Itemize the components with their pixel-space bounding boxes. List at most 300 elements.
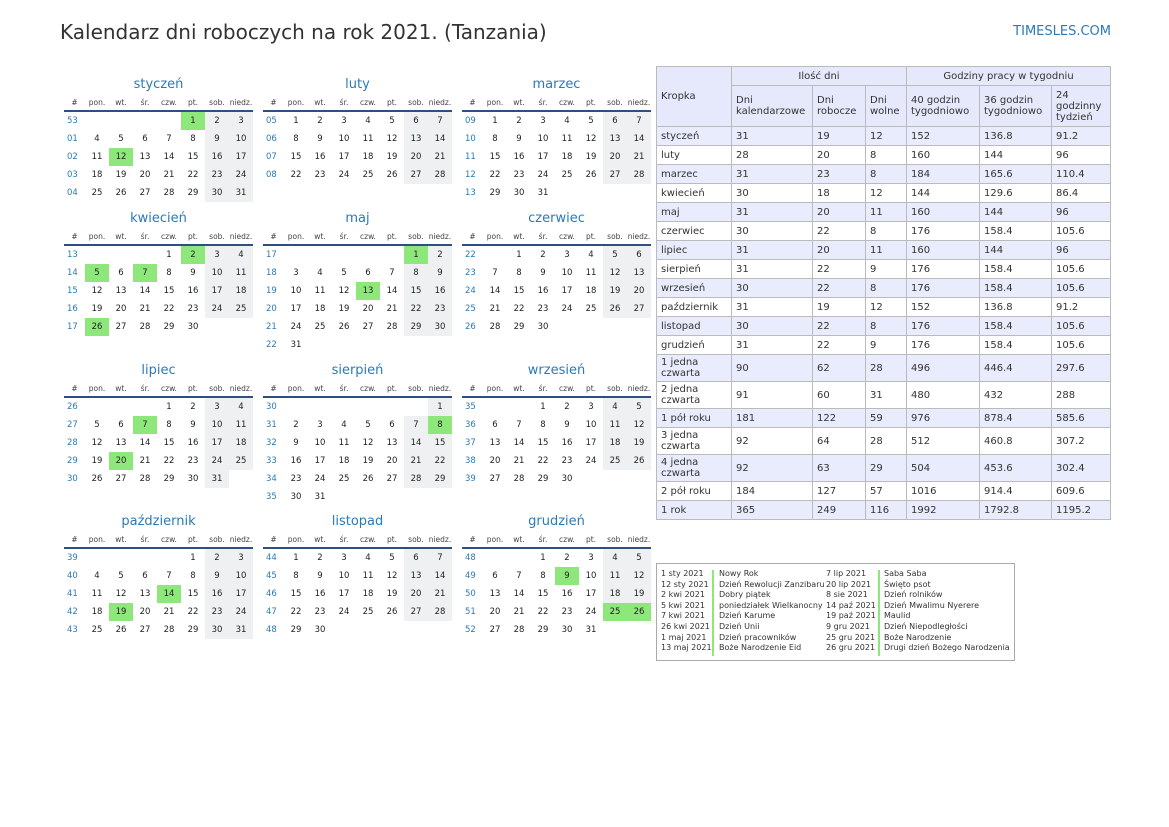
weekday-header: sob. (205, 381, 229, 397)
empty-cell (507, 397, 531, 416)
day-cell: 4 (229, 397, 253, 416)
empty-cell (627, 318, 651, 336)
day-cell: 6 (142, 571, 148, 581)
stats-cell: 30 (732, 184, 813, 203)
day-cell: 13 (386, 438, 398, 448)
day-cell: 28 (513, 625, 525, 635)
day-cell: 28 (386, 322, 398, 332)
day-cell: 7 (627, 111, 651, 130)
stats-cell: 152 (907, 298, 980, 317)
day-cell: 31 (229, 184, 253, 202)
day-cell: 5 (85, 264, 109, 282)
day-cell: 21 (489, 304, 501, 314)
page-title: Kalendarz dni roboczych na rok 2021. (Tanzania) (60, 20, 547, 44)
day-cell: 10 (229, 130, 253, 148)
day-cell: 11 (561, 134, 573, 144)
empty-cell (133, 548, 157, 567)
stats-cell: 20 (813, 146, 866, 165)
empty-cell (404, 336, 428, 354)
day-cell: 20 (362, 304, 374, 314)
day-cell: 19 (338, 304, 350, 314)
weekday-header: czw. (356, 229, 380, 245)
day-cell: 11 (229, 416, 253, 434)
weekday-header: niedz. (428, 95, 452, 111)
stats-row (657, 482, 1111, 501)
day-cell: 7 (516, 420, 522, 430)
day-cell: 4 (317, 268, 323, 278)
week-number: 37 (465, 438, 476, 448)
day-cell: 15 (537, 438, 549, 448)
stats-cell: 976 (907, 409, 980, 428)
holiday-date: 19 paź 2021 (826, 611, 876, 621)
month-wrzesień (462, 361, 651, 488)
weekday-header: śr. (531, 381, 555, 397)
holiday-date: 1 sty 2021 (661, 569, 704, 578)
day-cell: 27 (115, 322, 127, 332)
stats-cell: 152 (907, 127, 980, 146)
day-cell: 11 (91, 589, 103, 599)
day-cell: 2 (317, 116, 323, 126)
weekday-header: wt. (308, 229, 332, 245)
day-cell: 25 (91, 625, 103, 635)
stats-cell: 22 (813, 260, 866, 279)
day-cell: 8 (190, 571, 196, 581)
day-cell: 15 (428, 434, 452, 452)
day-cell: 12 (627, 567, 651, 585)
day-cell: 24 (229, 603, 253, 621)
day-cell: 2 (293, 420, 299, 430)
stats-cell: 1 rok (657, 501, 732, 520)
day-cell: 9 (516, 134, 522, 144)
empty-cell (133, 111, 157, 130)
stats-cell: 297.6 (1052, 355, 1111, 382)
day-cell: 19 (627, 434, 651, 452)
week-number: 44 (266, 553, 277, 563)
weekday-header: sob. (205, 95, 229, 111)
holiday-date: 2 kwi 2021 (661, 590, 705, 600)
day-cell: 12 (585, 134, 597, 144)
empty-cell (85, 111, 109, 130)
stats-cell: październik (657, 298, 732, 317)
day-cell: 11 (362, 134, 374, 144)
stats-cell: 12 (866, 298, 907, 317)
stats-cell: listopad (657, 317, 732, 336)
weekday-header: pt. (181, 229, 205, 245)
empty-cell (308, 336, 332, 354)
day-cell: 21 (428, 585, 452, 603)
stats-cell: 9 (866, 336, 907, 355)
weekday-header: sob. (205, 532, 229, 548)
day-cell: 17 (290, 304, 302, 314)
empty-cell (85, 245, 109, 264)
stats-row (657, 184, 1111, 203)
empty-cell (555, 184, 579, 202)
empty-cell (627, 621, 651, 639)
stats-row (657, 241, 1111, 260)
day-cell: 25 (229, 452, 253, 470)
day-cell: 31 (229, 621, 253, 639)
empty-cell (428, 621, 452, 639)
stats-cell: 144 (907, 184, 980, 203)
day-cell: 25 (229, 300, 253, 318)
day-cell: 25 (585, 304, 597, 314)
day-cell: 29 (537, 474, 549, 484)
stats-cell: 22 (813, 336, 866, 355)
day-cell: 17 (585, 589, 597, 599)
week-number: 39 (67, 553, 78, 563)
stats-cell: 91 (732, 382, 813, 409)
day-cell: 23 (561, 456, 573, 466)
stats-cell: 1 pół roku (657, 409, 732, 428)
day-cell: 22 (513, 304, 525, 314)
month-name: lipiec (141, 363, 176, 378)
weekday-header: pt. (380, 95, 404, 111)
day-cell: 16 (187, 286, 199, 296)
holiday-name: Dzień Mwalimu Nyerere (884, 600, 980, 610)
stats-cell: 96 (1052, 146, 1111, 165)
week-number: 38 (465, 456, 476, 466)
day-cell: 7 (428, 548, 452, 567)
weekday-header: # (462, 229, 483, 245)
empty-cell (332, 621, 356, 639)
stats-cell: 22 (813, 222, 866, 241)
day-cell: 24 (561, 304, 573, 314)
stats-cell: 31 (732, 298, 813, 317)
weekday-header: pon. (483, 381, 507, 397)
header-24h: 24 godzinny tydzień (1052, 86, 1111, 127)
header-hours: Godziny pracy w tygodniu (907, 67, 1111, 86)
empty-cell (308, 245, 332, 264)
day-cell: 28 (513, 474, 525, 484)
day-cell: 4 (94, 571, 100, 581)
empty-cell (483, 548, 507, 567)
stats-cell: 31 (732, 127, 813, 146)
weekday-header: śr. (531, 532, 555, 548)
day-cell: 24 (585, 607, 597, 617)
day-cell: 28 (139, 322, 151, 332)
day-cell: 6 (404, 548, 428, 567)
weekday-header: czw. (356, 381, 380, 397)
day-cell: 26 (386, 607, 398, 617)
day-cell: 10 (205, 264, 229, 282)
empty-cell (579, 470, 603, 488)
day-cell: 5 (603, 245, 627, 264)
week-number: 45 (266, 571, 277, 581)
stats-row (657, 298, 1111, 317)
day-cell: 17 (229, 148, 253, 166)
day-cell: 1 (540, 402, 546, 412)
week-number: 49 (465, 571, 476, 581)
day-cell: 24 (338, 170, 350, 180)
stats-cell: wrzesień (657, 279, 732, 298)
week-number: 20 (266, 304, 277, 314)
weekday-header: niedz. (428, 229, 452, 245)
day-cell: 29 (163, 474, 175, 484)
weekday-header: wt. (308, 95, 332, 111)
header-free-days: Dni wolne (866, 86, 907, 127)
day-cell: 26 (115, 625, 127, 635)
holiday-name: Boże Narodzenie (884, 632, 952, 642)
holiday-name: Dzień Unii (719, 621, 760, 631)
day-cell: 14 (513, 589, 525, 599)
weekday-header: śr. (332, 381, 356, 397)
day-cell: 8 (428, 416, 452, 434)
day-cell: 21 (404, 452, 428, 470)
week-number: 18 (266, 268, 277, 278)
weekday-header: pon. (85, 532, 109, 548)
weekday-header: śr. (531, 229, 555, 245)
holiday-date: 14 paź 2021 (826, 600, 876, 610)
month-name: styczeń (133, 77, 184, 92)
week-number: 02 (67, 152, 78, 162)
empty-cell (284, 397, 308, 416)
day-cell: 26 (85, 318, 109, 336)
stats-cell: 12 (866, 184, 907, 203)
stats-cell: 446.4 (980, 355, 1052, 382)
day-cell: 21 (513, 607, 525, 617)
day-cell: 22 (537, 456, 549, 466)
day-cell: 14 (428, 130, 452, 148)
day-cell: 13 (489, 438, 501, 448)
day-cell: 7 (516, 571, 522, 581)
day-cell: 4 (564, 116, 570, 126)
weekday-header: sob. (205, 229, 229, 245)
day-cell: 27 (386, 474, 398, 484)
holiday-date: 20 lip 2021 (826, 579, 872, 589)
day-cell: 3 (229, 548, 253, 567)
weekday-header: wt. (308, 532, 332, 548)
stats-cell: 23 (813, 165, 866, 184)
holiday-name: Dzień pracowników (719, 632, 797, 642)
day-cell: 6 (389, 420, 395, 430)
holiday-name: Boże Narodzenie Eid (719, 643, 802, 653)
day-cell: 22 (290, 607, 302, 617)
day-cell: 30 (537, 322, 549, 332)
stats-row (657, 165, 1111, 184)
stats-cell: 18 (813, 184, 866, 203)
stats-cell: 914.4 (980, 482, 1052, 501)
stats-row (657, 355, 1111, 382)
day-cell: 25 (362, 607, 374, 617)
day-cell: 11 (229, 264, 253, 282)
day-cell: 8 (516, 268, 522, 278)
day-cell: 26 (362, 474, 374, 484)
day-cell: 25 (561, 170, 573, 180)
stats-cell: 144 (980, 203, 1052, 222)
day-cell: 12 (338, 286, 350, 296)
day-cell: 12 (91, 438, 103, 448)
day-cell: 29 (187, 625, 199, 635)
day-cell: 19 (627, 585, 651, 603)
empty-cell (603, 470, 627, 488)
day-cell: 10 (290, 286, 302, 296)
day-cell: 3 (564, 250, 570, 260)
day-cell: 14 (157, 585, 181, 603)
stats-cell: 105.6 (1052, 222, 1111, 241)
day-cell: 10 (314, 438, 326, 448)
weekday-header: śr. (332, 95, 356, 111)
week-number: 40 (67, 571, 78, 581)
day-cell: 7 (389, 268, 395, 278)
day-cell: 21 (627, 148, 651, 166)
day-cell: 1 (166, 402, 172, 412)
empty-cell (603, 184, 627, 202)
day-cell: 29 (163, 322, 175, 332)
day-cell: 30 (561, 625, 573, 635)
week-number: 23 (465, 268, 476, 278)
day-cell: 17 (561, 286, 573, 296)
empty-cell (332, 245, 356, 264)
week-number: 10 (465, 134, 476, 144)
stats-row (657, 409, 1111, 428)
day-cell: 16 (428, 282, 452, 300)
stats-cell: 365 (732, 501, 813, 520)
stats-cell: 86.4 (1052, 184, 1111, 203)
weekday-header: śr. (133, 95, 157, 111)
weekday-header: niedz. (627, 381, 651, 397)
stats-cell: 30 (732, 279, 813, 298)
stats-cell: 3 jedna czwarta (657, 428, 732, 455)
empty-cell (157, 111, 181, 130)
day-cell: 22 (404, 300, 428, 318)
empty-cell (356, 621, 380, 639)
stats-cell: 158.4 (980, 317, 1052, 336)
site-link[interactable]: TIMESLES.COM (1013, 24, 1111, 39)
stats-cell: 22 (813, 279, 866, 298)
day-cell: 12 (109, 148, 133, 166)
day-cell: 27 (115, 474, 127, 484)
day-cell: 23 (314, 170, 326, 180)
day-cell: 28 (404, 470, 428, 488)
empty-cell (627, 184, 651, 202)
day-cell: 18 (585, 286, 597, 296)
stats-cell: 496 (907, 355, 980, 382)
day-cell: 2 (428, 245, 452, 264)
day-cell: 30 (561, 474, 573, 484)
weekday-header: wt. (109, 381, 133, 397)
day-cell: 18 (603, 434, 627, 452)
stats-cell: 116 (866, 501, 907, 520)
holiday-date: 7 lip 2021 (826, 569, 867, 578)
week-number: 05 (266, 116, 277, 126)
month-name: wrzesień (527, 363, 586, 378)
empty-cell (404, 488, 428, 506)
day-cell: 12 (362, 438, 374, 448)
empty-cell (428, 488, 452, 506)
day-cell: 12 (91, 286, 103, 296)
day-cell: 30 (314, 625, 326, 635)
week-number: 17 (67, 322, 78, 332)
weekday-header: # (462, 95, 483, 111)
day-cell: 24 (537, 170, 549, 180)
day-cell: 6 (118, 420, 124, 430)
stats-cell: 64 (813, 428, 866, 455)
weekday-header: # (64, 229, 85, 245)
day-cell: 14 (627, 130, 651, 148)
stats-cell: 9 (866, 260, 907, 279)
day-cell: 5 (389, 553, 395, 563)
stats-cell: 91.2 (1052, 127, 1111, 146)
stats-cell: czerwiec (657, 222, 732, 241)
day-cell: 8 (166, 268, 172, 278)
day-cell: 19 (91, 456, 103, 466)
day-cell: 22 (537, 607, 549, 617)
weekday-header: sob. (603, 532, 627, 548)
week-number: 31 (266, 420, 277, 430)
day-cell: 9 (190, 420, 196, 430)
day-cell: 24 (314, 474, 326, 484)
stats-row (657, 260, 1111, 279)
day-cell: 18 (362, 589, 374, 599)
weekday-header: śr. (133, 229, 157, 245)
empty-cell (284, 245, 308, 264)
day-cell: 9 (293, 438, 299, 448)
day-cell: 10 (338, 571, 350, 581)
stats-cell: 158.4 (980, 260, 1052, 279)
weekday-header: śr. (133, 381, 157, 397)
holiday-date: 5 kwi 2021 (661, 600, 705, 610)
empty-cell (133, 245, 157, 264)
stats-cell: 432 (980, 382, 1052, 409)
stats-cell: 105.6 (1052, 260, 1111, 279)
day-cell: 3 (293, 268, 299, 278)
day-cell: 18 (91, 170, 103, 180)
weekday-header: pt. (380, 532, 404, 548)
day-cell: 23 (561, 607, 573, 617)
day-cell: 6 (404, 111, 428, 130)
weekday-header: # (263, 229, 284, 245)
week-number: 42 (67, 607, 78, 617)
day-cell: 22 (163, 304, 175, 314)
holiday-date: 9 gru 2021 (826, 621, 870, 631)
day-cell: 29 (537, 625, 549, 635)
day-cell: 1 (404, 245, 428, 264)
stats-cell: 453.6 (980, 455, 1052, 482)
day-cell: 8 (404, 264, 428, 282)
holiday-list (656, 563, 1015, 661)
day-cell: 19 (362, 456, 374, 466)
day-cell: 12 (386, 134, 398, 144)
day-cell: 14 (386, 286, 398, 296)
holiday-name: Dzień rolników (884, 590, 943, 600)
day-cell: 19 (109, 603, 133, 621)
month-name: maj (345, 211, 370, 226)
day-cell: 1 (166, 250, 172, 260)
day-cell: 30 (205, 621, 229, 639)
day-cell: 1 (492, 116, 498, 126)
day-cell: 28 (428, 166, 452, 184)
empty-cell (507, 548, 531, 567)
day-cell: 23 (187, 304, 199, 314)
day-cell: 29 (428, 470, 452, 488)
empty-cell (579, 318, 603, 336)
week-number: 14 (67, 268, 78, 278)
day-cell: 31 (314, 492, 326, 502)
day-cell: 10 (205, 416, 229, 434)
stats-cell: 158.4 (980, 336, 1052, 355)
day-cell: 15 (187, 152, 199, 162)
day-cell: 6 (365, 268, 371, 278)
day-cell: 27 (404, 166, 428, 184)
day-cell: 18 (314, 304, 326, 314)
empty-cell (332, 397, 356, 416)
day-cell: 7 (166, 134, 172, 144)
empty-cell (332, 488, 356, 506)
stats-cell: 609.6 (1052, 482, 1111, 501)
day-cell: 6 (627, 245, 651, 264)
holiday-name: Saba Saba (884, 569, 927, 578)
day-cell: 2 (317, 553, 323, 563)
